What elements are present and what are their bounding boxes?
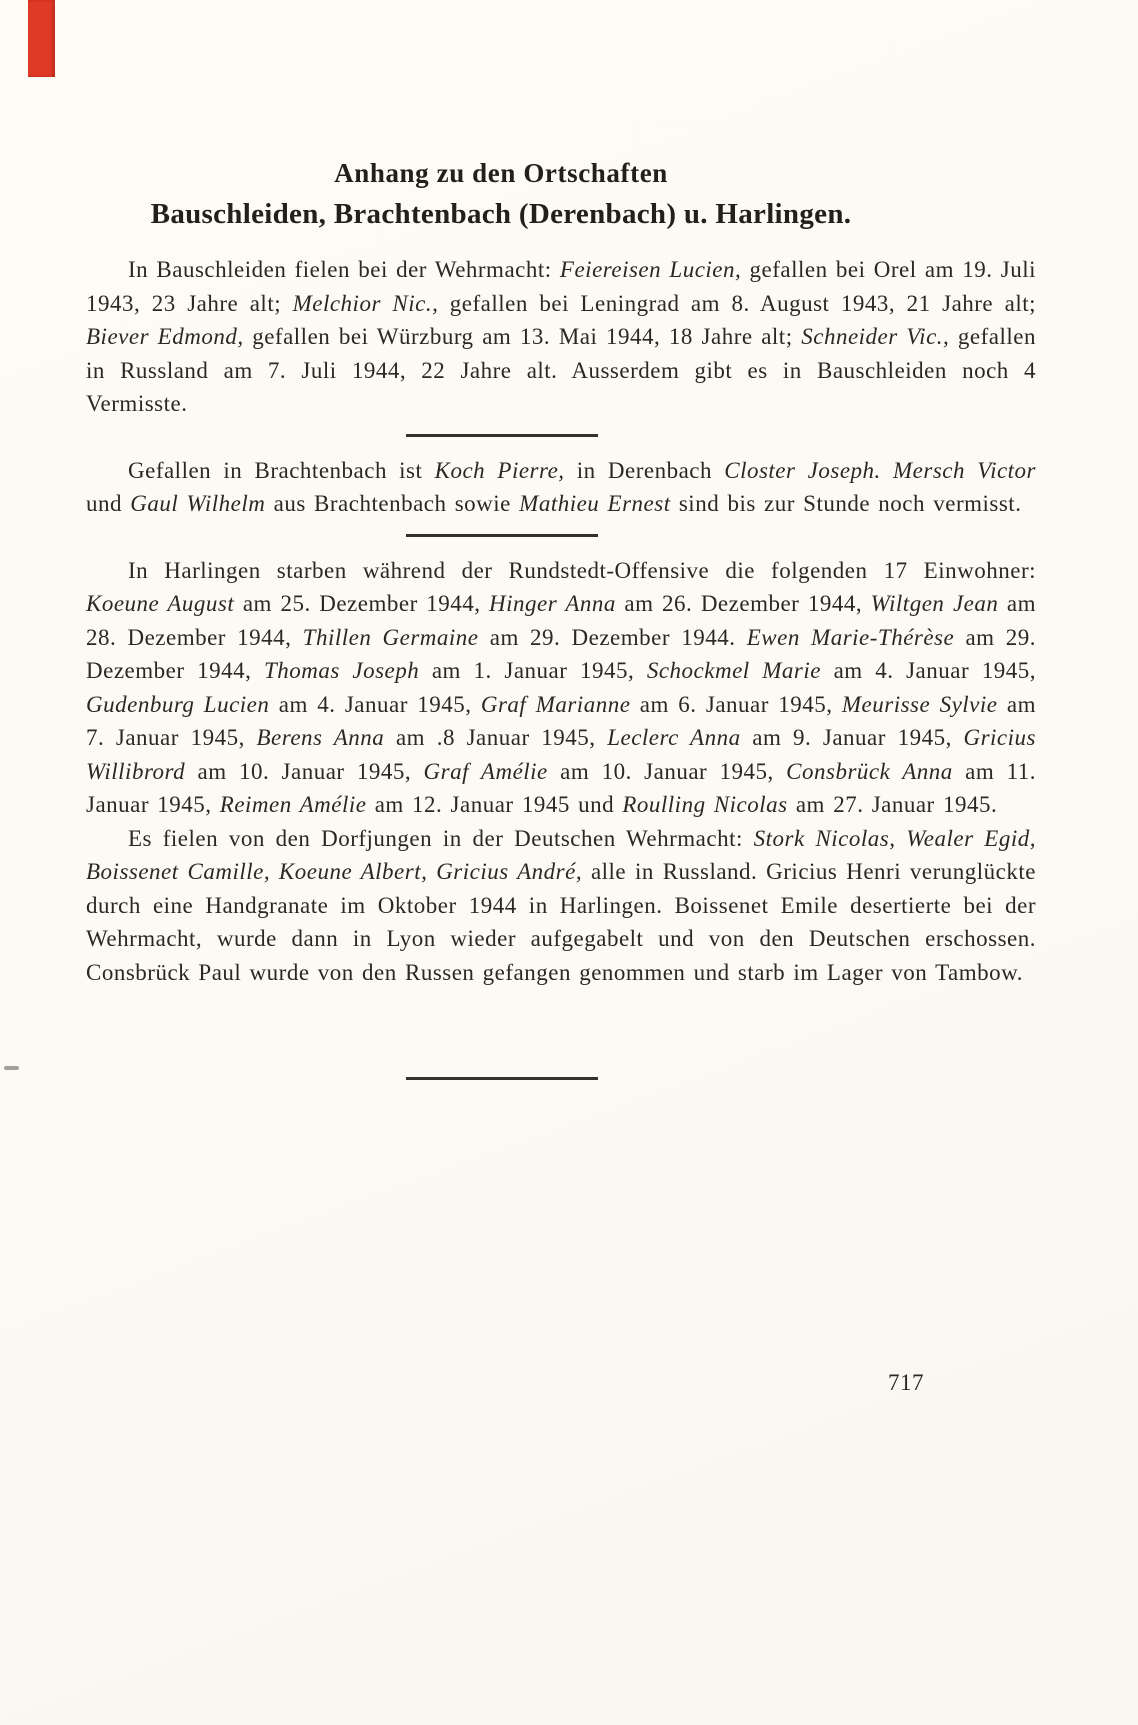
person-name: Mathieu Ernest xyxy=(519,491,671,516)
person-name: Gaul Wilhelm xyxy=(130,491,266,516)
person-name: Graf Amélie xyxy=(423,758,548,784)
body-text: Gefallen in Brachtenbach ist xyxy=(128,457,435,483)
scan-mark xyxy=(4,1066,19,1070)
paragraph-harlingen xyxy=(86,554,1036,822)
body-text: am 12. Januar 1945 und xyxy=(366,792,623,817)
person-name: Thomas Joseph xyxy=(263,658,420,683)
page-number: 717 xyxy=(888,1370,924,1395)
body-text: sind bis zur Stunde noch vermisst. xyxy=(670,491,1022,516)
person-name: Koeune August xyxy=(86,591,235,616)
body-text: am 1. Januar 1945, xyxy=(419,658,647,683)
person-name: Hinger Anna xyxy=(489,591,616,616)
person-name: Gricius Willibrord xyxy=(86,725,1036,784)
person-name: Meurisse Sylvie xyxy=(841,691,998,717)
paragraph-dorfjungen xyxy=(86,822,1036,990)
body-text: In Harlingen starben während der Rundstedt-Offensive die folgenden 17 Einwohner: xyxy=(128,557,1036,583)
body-text: am 10. Januar 1945, xyxy=(185,758,424,784)
body-text: am 27. Januar 1945. xyxy=(787,792,998,817)
body-text: In Bauschleiden fielen bei der Wehrmacht: xyxy=(128,257,560,282)
body-text: alle in Russland. Gricius Henri verunglückte durch eine Handgranate im Oktober 1944 in Harlingen. Boissenet Emile desertierte bei der Wehrmacht, wurde dann in Lyon wieder aufgegabelt und von den Deutschen erschossen. Consbrück Paul wurde von den Russen gefangen genommen und starb im Lager von Tambow. xyxy=(86,859,1036,985)
body-text: am 26. Dezember 1944, xyxy=(615,591,871,616)
paragraph-brachtenbach-derenbach xyxy=(86,454,1036,521)
person-name: Stork Nicolas, Wealer Egid, Boissenet Camille, Koeune Albert, Gricius André, xyxy=(86,825,1036,884)
person-name: Schockmel Marie xyxy=(646,658,821,683)
body-text: am 11. Januar 1945, xyxy=(86,758,1036,817)
person-name: Graf Marianne xyxy=(480,691,631,717)
person-name: Melchior Nic., xyxy=(292,290,439,316)
body-text: Es fielen von den Dorfjungen in der Deutschen Wehrmacht: xyxy=(128,825,754,851)
body-text: am 4. Januar 1945, xyxy=(820,658,1036,683)
person-name: Closter Joseph. Mersch Victor xyxy=(724,457,1037,483)
red-ribbon-scan-artifact xyxy=(28,0,55,77)
body-text: gefallen bei Leningrad am 8. August 1943, 21 Jahre alt; xyxy=(438,290,1037,316)
body-text: am 4. Januar 1945, xyxy=(269,691,481,717)
body-text: am .8 Januar 1945, xyxy=(384,725,608,750)
body-text: am 29. Dezember 1944, xyxy=(86,624,1037,683)
body-text: am 28. Dezember 1944, xyxy=(86,591,1037,650)
body-text: am 10. Januar 1945, xyxy=(547,758,787,784)
body-text: am 9. Januar 1945, xyxy=(740,725,964,750)
paragraph-bauschleiden xyxy=(86,253,1036,421)
document-heading xyxy=(86,158,1036,231)
body-text: gefallen bei Würzburg am 13. Mai 1944, 18 Jahre alt; xyxy=(243,324,802,349)
person-name: Thillen Germaine xyxy=(302,624,479,650)
heading-line-2: Bauschleiden, Brachtenbach (Derenbach) u. Harlingen. xyxy=(150,198,852,230)
person-name: Berens Anna xyxy=(256,725,385,750)
person-name: Consbrück Anna xyxy=(786,758,953,784)
heading-line-1: Anhang zu den Ortschaften xyxy=(334,158,668,188)
body-text: gefallen in Russland am 7. Juli 1944, 22 Jahre alt. Ausserdem gibt es in Bauschleiden noch 4 Vermisste. xyxy=(86,324,1036,416)
body-text: am 7. Januar 1945, xyxy=(86,691,1036,750)
body-text: am 29. Dezember 1944. xyxy=(478,624,747,650)
text-block xyxy=(86,158,1036,1097)
person-name: Koch Pierre, xyxy=(434,457,565,483)
closing-divider xyxy=(406,1077,598,1080)
person-name: Reimen Amélie xyxy=(219,792,367,817)
body-text: und xyxy=(86,491,131,516)
person-name: Schneider Vic., xyxy=(801,324,950,349)
person-name: Biever Edmond, xyxy=(86,324,244,349)
person-name: Ewen Marie-Thérèse xyxy=(746,624,955,650)
person-name: Roulling Nicolas xyxy=(622,792,788,817)
person-name: Feiereisen Lucien, xyxy=(559,257,742,282)
person-name: Leclerc Anna xyxy=(607,725,741,750)
section-divider-1 xyxy=(406,434,598,437)
section-divider-2 xyxy=(406,534,598,537)
body-text: am 6. Januar 1945, xyxy=(630,691,842,717)
body-text: gefallen bei Orel am 19. Juli 1943, 23 Jahre alt; xyxy=(86,257,1036,316)
body-text: in Derenbach xyxy=(564,457,725,483)
person-name: Wiltgen Jean xyxy=(870,591,999,616)
person-name: Gudenburg Lucien xyxy=(86,691,270,717)
body-text: aus Brachtenbach sowie xyxy=(265,491,520,516)
body-text: am 25. Dezember 1944, xyxy=(234,591,490,616)
